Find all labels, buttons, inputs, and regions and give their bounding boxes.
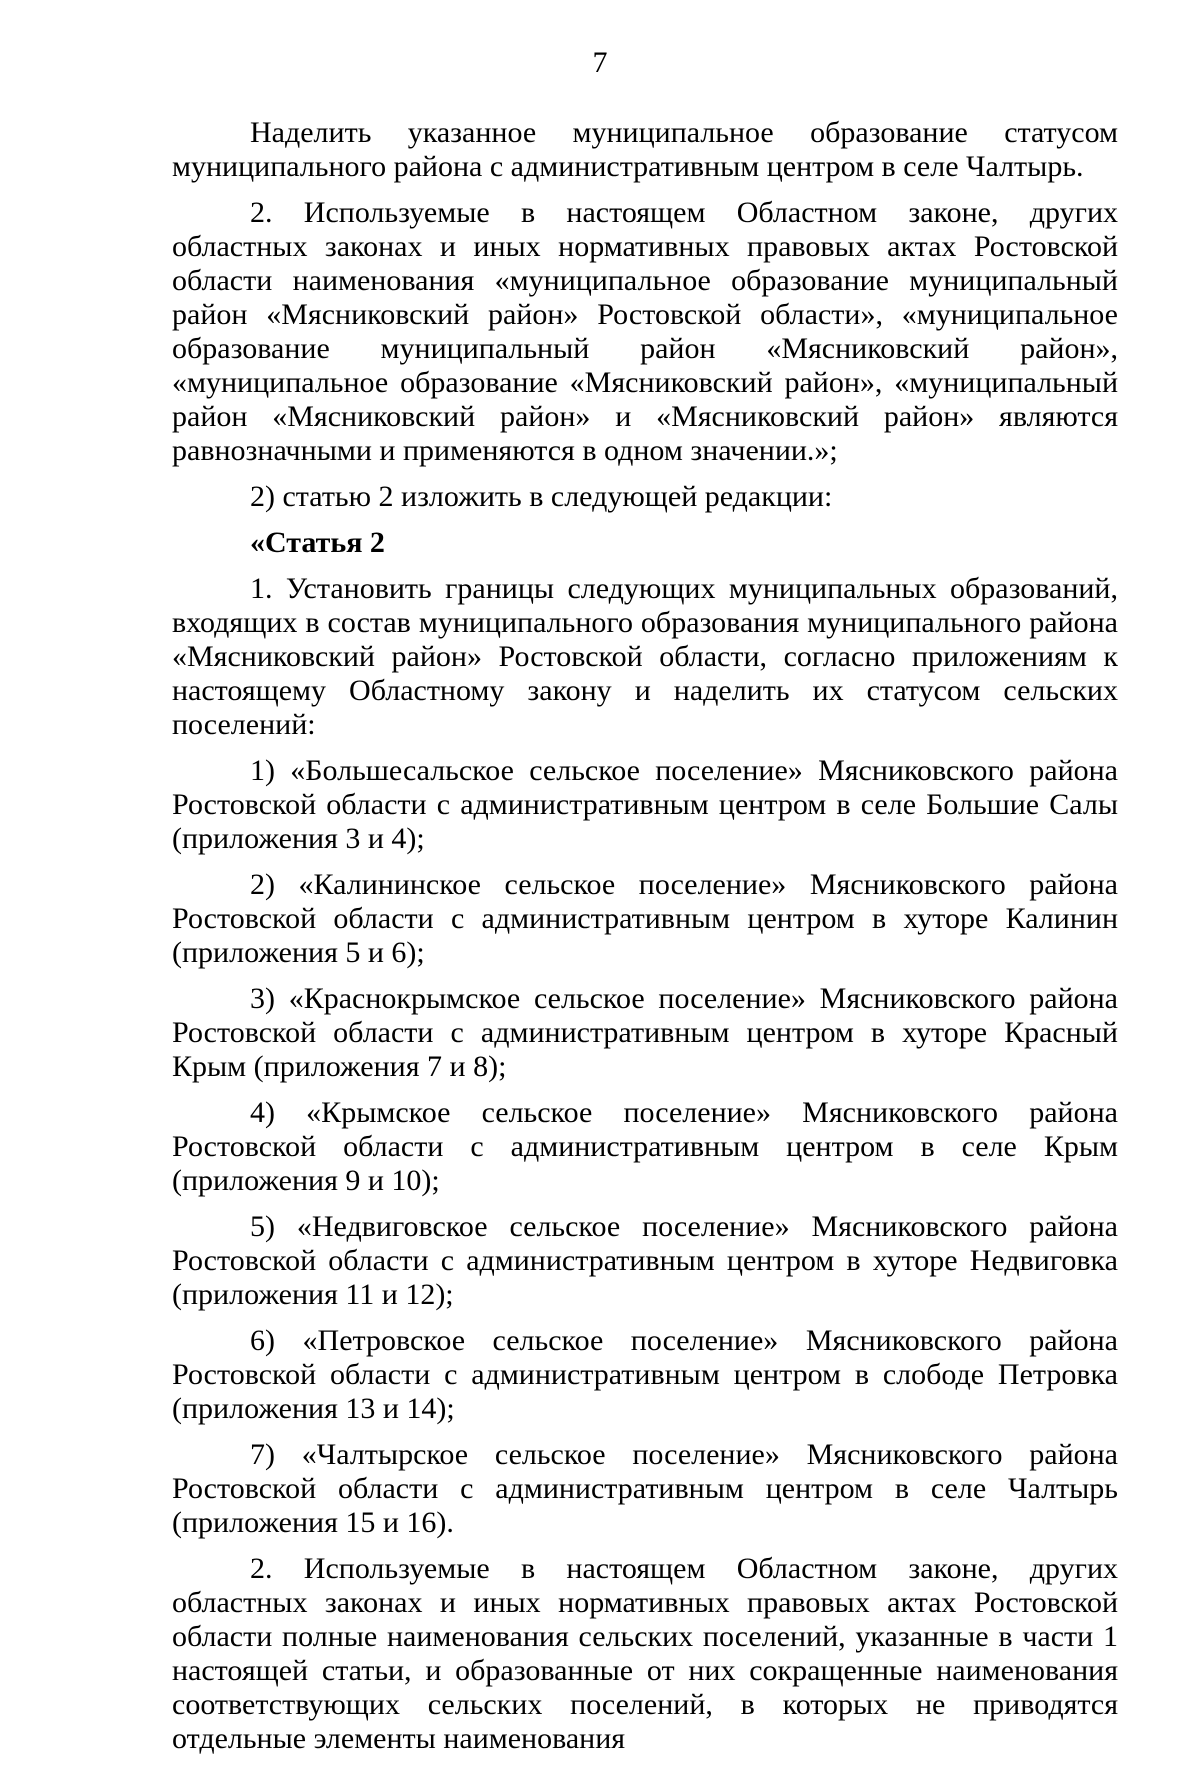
list-item-nedvigovskoe: 5) «Недвиговское сельское поселение» Мясниковского района Ростовской области с административным центром в хуторе Недвиговка (приложения 11 и 12); [172, 1210, 1118, 1311]
list-item-kalininskoe: 2) «Калининское сельское поселение» Мясниковского района Ростовской области с административным центром в хуторе Калинин (приложения 5 и 6); [172, 868, 1118, 969]
list-item-petrovskoe: 6) «Петровское сельское поселение» Мясниковского района Ростовской области с административным центром в слободе Петровка (приложения 13 и 14); [172, 1324, 1118, 1425]
paragraph-equivalent-names: 2. Используемые в настоящем Областном законе, других областных законах и иных нормативных правовых актах Ростовской области наименования «муниципальное образование муниципальный район «Мясниковский район» Ростовской области», «муниципальное образование муниципальный район «Мясниковский район», «муниципальное образование «Мясниковский район», «муниципальный район «Мясниковский район» и «Мясниковский район» являются равнозначными и применяются в одном значении.»; [172, 196, 1118, 467]
paragraph-intro: Наделить указанное муниципальное образование статусом муниципального района с административным центром в селе Чалтырь. [172, 116, 1118, 183]
list-item-chaltyrskoe: 7) «Чалтырское сельское поселение» Мясниковского района Ростовской области с административным центром в селе Чалтырь (приложения 15 и 16). [172, 1438, 1118, 1539]
document-body [172, 116, 1118, 1768]
list-item-bolshesalskoe: 1) «Большесальское сельское поселение» Мясниковского района Ростовской области с административным центром в селе Большие Салы (приложения 3 и 4); [172, 754, 1118, 855]
paragraph-establish-borders: 1. Установить границы следующих муниципальных образований, входящих в состав муниципального образования муниципального района «Мясниковский район» Ростовской области, согласно приложениям к настоящему Областному закону и наделить их статусом сельских поселений: [172, 572, 1118, 741]
list-item-krymskoe: 4) «Крымское сельское поселение» Мясниковского района Ростовской области с административным центром в селе Крым (приложения 9 и 10); [172, 1096, 1118, 1197]
article-heading: «Статья 2 [250, 526, 385, 559]
page-number: 7 [592, 46, 608, 79]
paragraph-amend-article-2: 2) статью 2 изложить в следующей редакции: [250, 480, 833, 513]
list-item-krasnokrymskoe: 3) «Краснокрымское сельское поселение» Мясниковского района Ростовской области с административным центром в хуторе Красный Крым (приложения 7 и 8); [172, 982, 1118, 1083]
paragraph-full-names: 2. Используемые в настоящем Областном законе, других областных законах и иных нормативных правовых актах Ростовской области полные наименования сельских поселений, указанные в части 1 настоящей статьи, и образованные от них сокращенные наименования соответствующих сельских поселений, в которых не приводятся отдельные элементы наименования [172, 1552, 1118, 1755]
